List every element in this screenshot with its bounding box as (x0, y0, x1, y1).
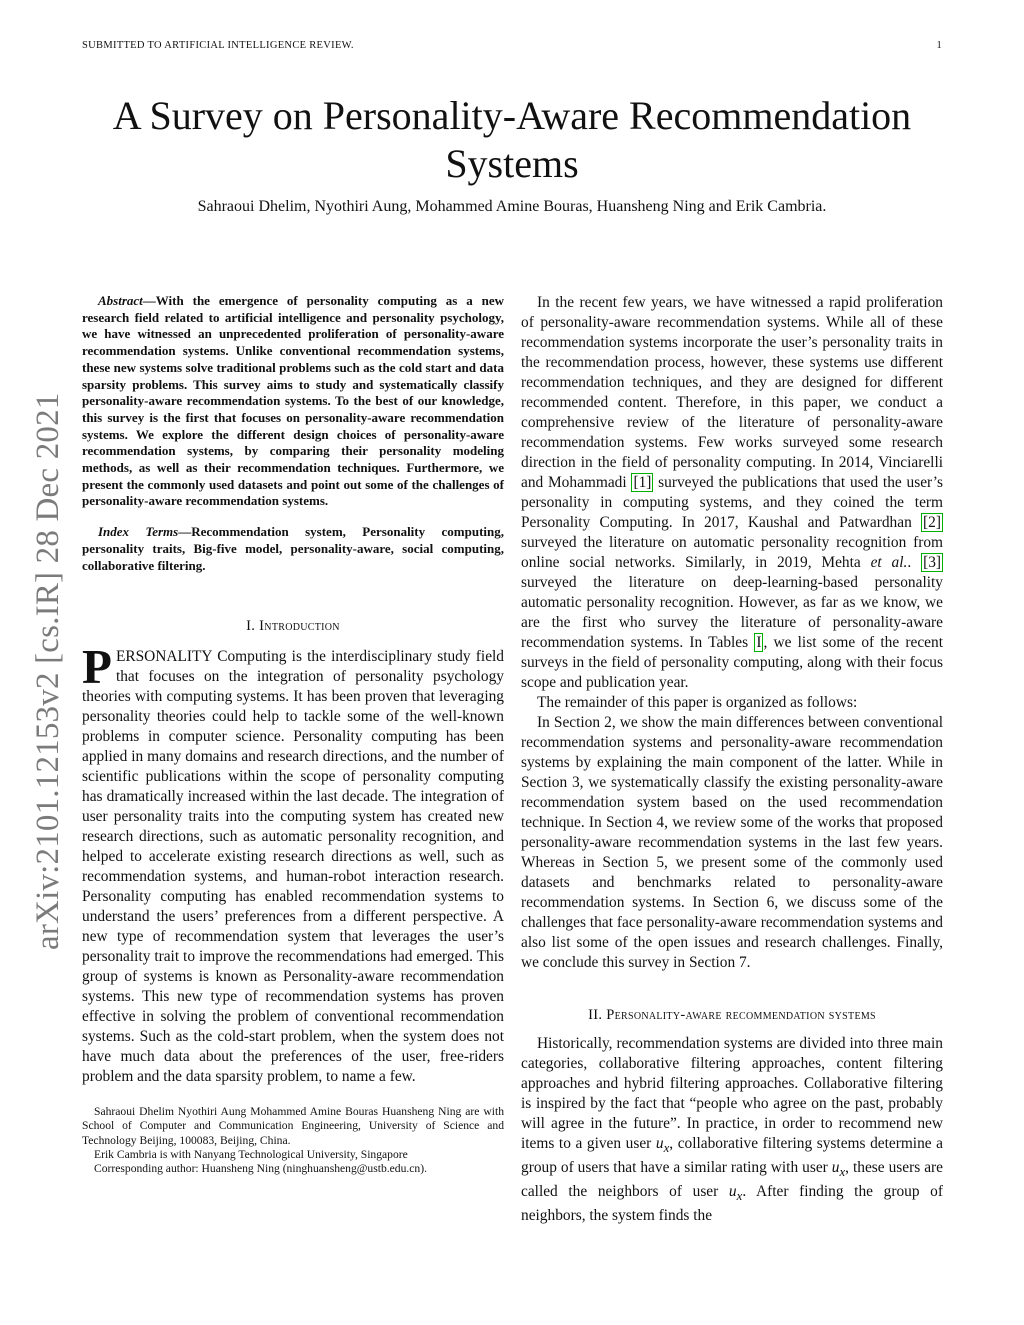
index-terms-text: —Recommendation system, Personality computing, personality traits, Big-five model, personality-aware, social computing, collaborative filtering. (82, 524, 505, 573)
paragraph-text: , we list some of the recent surveys in the field of personality computing, along with their focus scope and publication year. (521, 634, 943, 691)
paragraph-text: Historically, recommendation systems are divided into three main categories, collaborative filtering approaches, content filtering approaches and hybrid filtering approaches. Collaborative filtering is inspired by the fact that “people who agree on the past, probably will agree in the future”. In practice, in order to recommend new items to a given user (521, 1035, 943, 1152)
et-al: et al. (870, 554, 908, 571)
abstract (82, 293, 504, 510)
page-number: 1 (936, 40, 942, 51)
footnote-corresponding: Corresponding author: Huansheng Ning (ninghuansheng@ustb.edu.cn). (94, 1162, 427, 1176)
author-list: Sahraoui Dhelim, Nyothiri Aung, Mohammed Amine Bouras, Huansheng Ning and Erik Cambria. (197, 198, 827, 215)
right-column (521, 293, 943, 1226)
paragraph-text: In the recent few years, we have witnessed a rapid proliferation of personality-aware recommendation systems. While all of these recommendation systems incorporate the user’s personality traits in the recommendation process, however, these systems use different recommendation techniques, and they are designed for different recommended content. Therefore, in this paper, we conduct a comprehensive review of the literature of personality-aware recommendation systems. Few works surveyed some research direction in the field of personality computing. In 2014, Vinciarelli and Mohammadi (521, 294, 943, 491)
related-surveys-paragraph (521, 293, 943, 693)
math-symbol: u (728, 1183, 737, 1201)
drop-cap: P (82, 639, 112, 695)
paragraph-text: surveyed the literature on deep-learning-based personality automatic personality recognition. However, as far as we know, we are the first who survey the literature of personality-aware recommendation systems. In Tables (521, 574, 943, 651)
introduction-text: ERSONALITY Computing is the interdisciplinary study field that focuses on the integration of personality psychology theories with computing systems. It has been proven that leveraging personality theories could help to tackle some of the well-known problems in computer science. Personality computing has been applied in many domains and research directions, and the number of scientific publications within the scope of personality computing has dramatically increased within the last decade. The integration of user personality traits into the computing system has created new research directions, such as automatic personality recognition, and helped to accelerate existing research directions as well, such as recommendation systems, and human-robot interaction research. Personality computing has enabled recommendation systems to understand the users’ preferences from a different perspective. A new type of recommendation system that leverages the user’s personality trait to improve the recommendations had emerged. This group of systems is known as Personality-aware recommendation systems. This new type of recommendation systems has proven effective in solving the problem of conventional recommendation systems. Such as the cold-start problem, when the system does not have much data about the preferences of the user, free-riders problem and the data sparsity problem, to name a few. (82, 648, 504, 1086)
left-column (82, 293, 504, 1176)
math-subscript: x (839, 1165, 846, 1180)
math-symbol: u (831, 1159, 840, 1177)
paragraph-text: . After finding the group of neighbors, the system finds the (521, 1183, 943, 1225)
index-terms-label: Index Terms (98, 524, 179, 540)
section-numeral: II. (588, 1007, 603, 1023)
footnotes (82, 1105, 504, 1176)
paragraph-text: surveyed the literature on automatic personality recognition from online social networks. Similarly, in 2019, Mehta (521, 534, 943, 571)
section-heading-personality-aware (521, 1007, 943, 1024)
organization-paragraph: In Section 2, we show the main differences between conventional recommendation systems and personality-aware recommendation systems by explaining the main component of the latter. While in Section 3, we systematically classify the existing personality-aware recommendation system based on the used recommendation technique. In Section 4, we review some of the works that proposed personality-aware recommendation systems in the last few years. Whereas in Section 5, we present some of the commonly used datasets and benchmarks related to personality-aware recommendation systems. In Section 6, we discuss some of the challenges that face personality-aware recommendation systems and also list some of the open issues and research challenges. Finally, we conclude this survey in Section 7. (521, 714, 943, 971)
abstract-label: Abstract (98, 293, 143, 308)
index-terms (82, 524, 504, 574)
section-heading-introduction (82, 618, 504, 635)
introduction-paragraph (82, 639, 504, 1087)
organization-intro: The remainder of this paper is organized as follows: (537, 694, 858, 711)
abstract-text: —With the emergence of personality computing as a new research field related to artificial intelligence and personality psychology, we have witnessed an unprecedented proliferation of personality-aware recommendation systems. Unlike conventional recommendation systems, these new systems solve traditional problems such as the cold start and data sparsity problems. This survey aims to study and systematically classify personality-aware recommendation systems. To the best of our knowledge, this survey is the first that focuses on personality-aware recommendation systems. We explore the different design choices of personality-aware recommendation systems, by comparing their personality modeling methods, as well as their recommendation techniques. Furthermore, we present the commonly used datasets and point out some of the challenges of personality-aware recommendation systems. (82, 293, 504, 509)
math-symbol: u (655, 1135, 664, 1152)
math-subscript: x (736, 1189, 743, 1204)
citation-link-1[interactable]: [1] (633, 474, 652, 491)
running-title: SUBMITTED TO ARTIFICIAL INTELLIGENCE REVIEW. (82, 40, 354, 51)
running-header (82, 40, 942, 51)
math-var (728, 1183, 743, 1204)
paper-title: A Survey on Personality-Aware Recommendation Systems (112, 93, 912, 186)
paragraph-text: , collaborative filtering systems determine a group of users that have a similar rating with user (521, 1135, 944, 1177)
paragraph-text: , these users are called the neighbors of user (521, 1159, 943, 1201)
arxiv-identifier: arXiv:2101.12153v2 [cs.IR] 28 Dec 2021 (30, 392, 66, 950)
section2-paragraph (521, 1034, 943, 1226)
citation-link-2[interactable]: [2] (923, 514, 941, 531)
footnote-cambria: Erik Cambria is with Nanyang Technological University, Singapore (94, 1147, 408, 1161)
citation-link-3[interactable]: [3] (923, 554, 942, 571)
math-var (655, 1135, 670, 1156)
section-title: Introduction (259, 618, 340, 635)
section-numeral: I. (246, 618, 256, 635)
section-title: Personality-aware recommendation systems (606, 1007, 876, 1023)
math-subscript: x (663, 1141, 670, 1156)
paragraph-text: surveyed the publications that used the user’s personality in computing systems, and they coined the term Personality Computing. In 2017, Kaushal and Patwardhan (521, 474, 943, 531)
table-link-1[interactable]: I (756, 634, 762, 651)
math-var (831, 1159, 846, 1180)
paragraph-text: . (907, 554, 922, 571)
footnote-affiliation: Sahraoui Dhelim Nyothiri Aung Mohammed Amine Bouras Huansheng Ning are with School of Computer and Communication Engineering, University of Science and Technology Beijing, 100083, Beijing, China. (82, 1105, 504, 1147)
